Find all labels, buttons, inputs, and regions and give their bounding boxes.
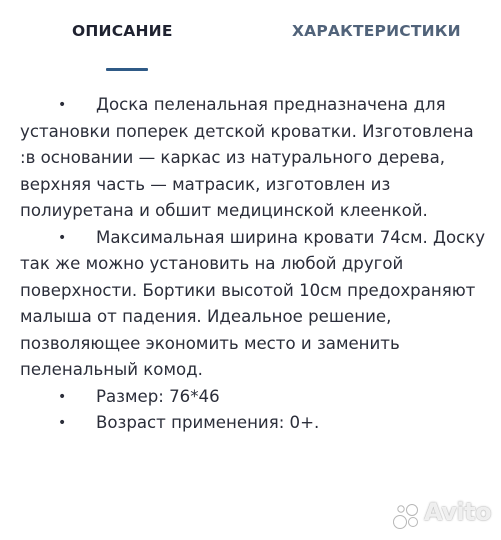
list-item <box>20 92 490 225</box>
avito-watermark <box>392 498 492 534</box>
list-item-text: Максимальная ширина кровати 74см. Доску так же можно установить на любой другой поверхности. Бортики высотой 10см предохраняют малыша от падения. Идеальное решение, позволяющее экономить место и заменить пеленальный комод. <box>20 227 486 379</box>
bullet-icon: • <box>58 388 67 405</box>
list-item-text: Доска пеленальная предназначена для установки поперек детской кроватки. Изготовлена :в основании — каркас из натурального дерева, верхняя часть — матрасик, изготовлен из полиуретана и обшит медицинской клеенкой. <box>20 95 474 220</box>
bullet-icon: • <box>58 229 67 246</box>
bullet-icon: • <box>58 97 67 113</box>
watermark-text: Avito <box>424 498 492 526</box>
list-item-text: Размер: 76*46 <box>96 386 220 406</box>
active-tab-indicator <box>106 68 148 71</box>
description-content <box>20 92 490 437</box>
list-item <box>20 384 490 411</box>
tab-description[interactable]: ОПИСАНИЕ <box>72 22 173 40</box>
list-item-text: Возраст применения: 0+. <box>96 413 320 432</box>
bullet-icon: • <box>58 415 67 431</box>
tab-bar <box>0 0 501 80</box>
list-item <box>20 410 490 437</box>
list-item <box>20 225 490 384</box>
avito-logo-icon <box>392 502 422 532</box>
tab-specs[interactable]: ХАРАКТЕРИСТИКИ <box>292 22 461 40</box>
